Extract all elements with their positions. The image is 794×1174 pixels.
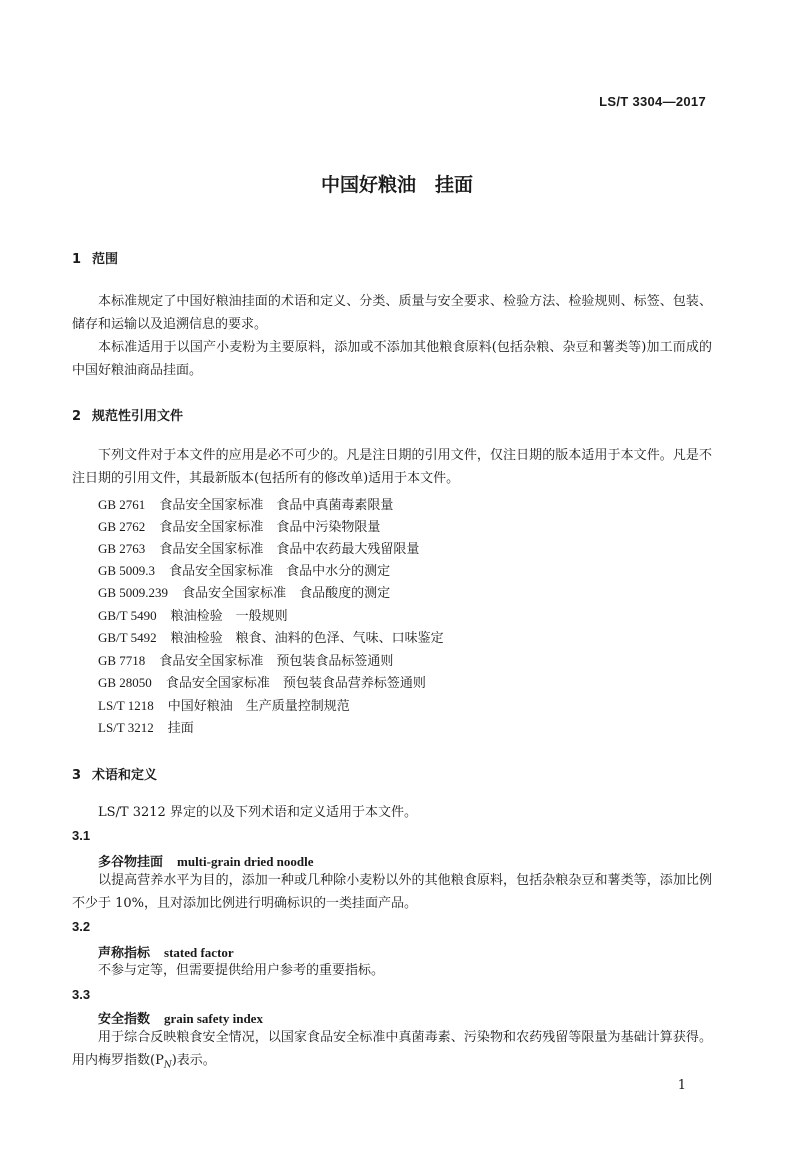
page-number: 1: [677, 1078, 686, 1093]
scope-paragraph-2: 本标准适用于以国产小麦粉为主要原料，添加或不添加其他粮食原料(包括杂粮、杂豆和薯类等)加工而成的中国好粮油商品挂面。: [72, 340, 712, 378]
term-definition-end: )表示。: [171, 1053, 216, 1068]
reference-code: LS/T 1218: [98, 698, 154, 713]
section-number: 3: [72, 768, 82, 783]
section-number: 1: [72, 252, 82, 267]
reference-title: 粮油检验 一般规则: [170, 609, 288, 624]
reference-title: 食品安全国家标准 食品酸度的测定: [182, 586, 391, 601]
reference-code: GB/T 5490: [98, 608, 157, 623]
reference-title: 食品安全国家标准 食品中污染物限量: [159, 520, 381, 535]
term-en: stated factor: [164, 945, 234, 960]
reference-item: [98, 605, 288, 624]
term-definition: 不参与定等，但需要提供给用户参考的重要指标。: [98, 963, 385, 978]
term-zh: 多谷物挂面: [98, 855, 164, 870]
reference-title: 食品安全国家标准 预包装食品标签通则: [159, 654, 394, 669]
reference-code: GB 7718: [98, 653, 146, 668]
reference-code: GB 2762: [98, 519, 146, 534]
term-definition: [72, 1026, 712, 1078]
reference-code: GB 5009.239: [98, 585, 169, 600]
term-definition-text: 用于综合反映粮食安全情况，以国家食品安全标准中真菌毒素、污染物和农药残留等限量为基础计算获得。用内梅罗指数(P: [72, 1030, 712, 1068]
reference-item: [98, 627, 444, 646]
reference-title: 食品安全国家标准 食品中真菌毒素限量: [159, 498, 394, 513]
term-number: 3.1: [72, 828, 91, 843]
reference-code: GB 28050: [98, 675, 152, 690]
reference-code: GB 2761: [98, 497, 146, 512]
reference-title: 食品安全国家标准 食品中农药最大残留限量: [159, 542, 420, 557]
reference-item: [98, 672, 426, 691]
term-en: multi-grain dried noodle: [177, 854, 314, 869]
reference-item: [98, 582, 390, 601]
term-zh: 声称指标: [98, 946, 151, 961]
term-number: 3.2: [72, 919, 91, 934]
reference-title: 粮油检验 粮食、油料的色泽、气味、口味鉴定: [170, 631, 444, 646]
term-definition-subscript: N: [163, 1060, 172, 1071]
section-heading-terms: [72, 764, 157, 783]
section-title: 规范性引用文件: [92, 409, 184, 424]
reference-title: 食品安全国家标准 预包装食品营养标签通则: [165, 676, 426, 691]
document-title: 中国好粮油 挂面: [320, 174, 473, 196]
scope-paragraph-1: 本标准规定了中国好粮油挂面的术语和定义、分类、质量与安全要求、检验方法、检验规则、标签、包装、储存和运输以及追溯信息的要求。: [72, 294, 712, 332]
reference-code: GB 5009.3: [98, 563, 156, 578]
reference-title: 食品安全国家标准 食品中水分的测定: [169, 564, 391, 579]
reference-code: GB 2763: [98, 541, 146, 556]
section-title: 范围: [92, 252, 119, 267]
reference-code: GB/T 5492: [98, 630, 157, 645]
terms-intro: LS/T 3212 界定的以及下列术语和定义适用于本文件。: [98, 805, 417, 820]
section-heading-scope: [72, 248, 118, 267]
reference-item: [98, 717, 194, 736]
reference-title: 挂面: [167, 721, 194, 736]
term-zh: 安全指数: [98, 1012, 151, 1027]
section-number: 2: [72, 409, 82, 424]
reference-item: [98, 560, 390, 579]
normative-intro: 下列文件对于本文件的应用是必不可少的。凡是注日期的引用文件，仅注日期的版本适用于本文件。凡是不注日期的引用文件，其最新版本(包括所有的修改单)适用于本文件。: [72, 448, 712, 486]
term-en: grain safety index: [164, 1011, 263, 1026]
term-heading: [98, 851, 314, 870]
term-heading: [98, 1008, 263, 1027]
standard-code: LS/T 3304—2017: [599, 94, 706, 109]
reference-item: [98, 494, 393, 513]
reference-item: [98, 538, 419, 557]
reference-item: [98, 516, 380, 535]
reference-code: LS/T 3212: [98, 720, 154, 735]
reference-item: [98, 650, 393, 669]
term-definition: 以提高营养水平为目的，添加一种或几种除小麦粉以外的其他粮食原料，包括杂粮杂豆和薯类等，添加比例不少于 10%，且对添加比例进行明确标识的一类挂面产品。: [72, 873, 712, 911]
reference-title: 中国好粮油 生产质量控制规范: [167, 699, 350, 714]
reference-item: [98, 695, 350, 714]
section-title: 术语和定义: [92, 768, 158, 783]
section-heading-normative: [72, 405, 183, 424]
term-number: 3.3: [72, 987, 91, 1002]
